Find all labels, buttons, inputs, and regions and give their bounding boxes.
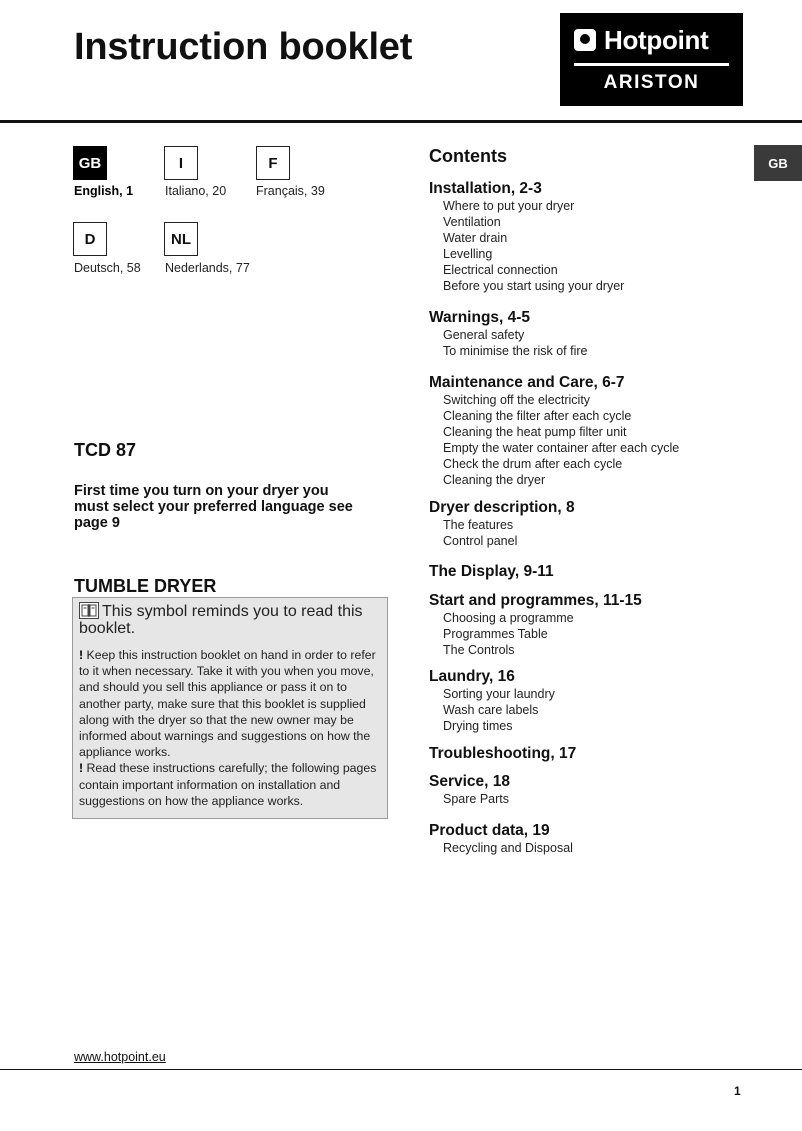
- notice-paragraph-read-text: Read these instructions carefully; the following pages contain important information on installation and suggestions on how the appliance works.: [79, 761, 377, 808]
- hotpoint-ariston-logo: [560, 13, 743, 106]
- notice-heading-text: This symbol reminds you to read this booklet.: [79, 603, 363, 637]
- toc-item[interactable]: Spare Parts: [443, 792, 510, 806]
- language-side-tab: GB: [754, 145, 802, 181]
- toc-section-maintenance: [429, 374, 679, 489]
- language-box-gb[interactable]: GB: [73, 146, 107, 180]
- language-label-nederlands[interactable]: Nederlands, 77: [165, 261, 250, 275]
- toc-heading[interactable]: Product data, 19: [429, 822, 550, 839]
- footer-rule: [0, 1069, 802, 1070]
- website-link[interactable]: www.hotpoint.eu: [74, 1050, 166, 1064]
- language-label-italiano[interactable]: Italiano, 20: [165, 184, 227, 198]
- toc-heading[interactable]: Warnings, 4-5: [429, 309, 531, 326]
- toc-item[interactable]: Choosing a programme: [443, 611, 574, 625]
- page-number: 1: [734, 1084, 741, 1098]
- toc-section-display: [429, 563, 554, 581]
- notice-paragraph-keep-text: Keep this instruction booklet on hand in order to refer to it when necessary. Take it with you when you move, and should you sell this appliance or pass it on to another party, make sure that this booklet is supplied along with the dryer so that the new owner may be informed about warnings and suggestions on how the appliance works.: [79, 648, 376, 760]
- toc-heading[interactable]: Service, 18: [429, 773, 511, 790]
- logo-sub-brand: ARISTON: [603, 72, 700, 93]
- language-box-i[interactable]: I: [164, 146, 198, 180]
- toc-heading[interactable]: The Display, 9-11: [429, 563, 554, 580]
- toc-section-service: [429, 773, 510, 807]
- toc-heading[interactable]: Laundry, 16: [429, 668, 515, 685]
- toc-item[interactable]: Control panel: [443, 534, 518, 549]
- model-number: TCD 87: [74, 440, 137, 460]
- notice-paragraph-read: [79, 760, 381, 809]
- page-title: Instruction booklet: [74, 26, 413, 68]
- notice-heading: [79, 602, 381, 637]
- toc-heading[interactable]: Installation, 2-3: [429, 180, 542, 197]
- toc-item[interactable]: Check the drum after each cycle: [443, 457, 623, 472]
- language-label-francais[interactable]: Français, 39: [256, 184, 325, 198]
- read-booklet-notice: [72, 597, 388, 819]
- book-icon: [79, 602, 99, 619]
- language-box-d[interactable]: D: [73, 222, 107, 256]
- toc-section-dryer-description: [429, 499, 575, 549]
- toc-item[interactable]: Programmes Table: [443, 627, 548, 642]
- toc-item[interactable]: Sorting your laundry: [443, 687, 555, 701]
- toc-heading[interactable]: Maintenance and Care, 6-7: [429, 374, 625, 391]
- toc-item[interactable]: Before you start using your dryer: [443, 279, 625, 294]
- toc-section-troubleshooting: [429, 745, 576, 763]
- toc-item[interactable]: Where to put your dryer: [443, 199, 575, 213]
- toc-item[interactable]: The Controls: [443, 643, 515, 658]
- logo-divider: [574, 63, 729, 66]
- toc-section-laundry: [429, 668, 555, 734]
- toc-item[interactable]: Recycling and Disposal: [443, 841, 573, 855]
- toc-item[interactable]: To minimise the risk of fire: [443, 344, 588, 359]
- toc-item[interactable]: Wash care labels: [443, 703, 539, 718]
- toc-item[interactable]: Electrical connection: [443, 263, 558, 278]
- contents-title: Contents: [429, 146, 507, 166]
- language-label-deutsch[interactable]: Deutsch, 58: [74, 261, 141, 275]
- toc-item[interactable]: Cleaning the filter after each cycle: [443, 409, 632, 424]
- first-time-note: First time you turn on your dryer you must select your preferred language see page 9: [74, 483, 353, 531]
- language-label-english[interactable]: English, 1: [74, 184, 134, 198]
- toc-section-installation: [429, 180, 624, 295]
- toc-item[interactable]: Ventilation: [443, 215, 501, 230]
- toc-item[interactable]: Cleaning the heat pump filter unit: [443, 425, 627, 440]
- toc-section-start-programmes: [429, 592, 642, 658]
- toc-item[interactable]: General safety: [443, 328, 525, 342]
- toc-item[interactable]: Water drain: [443, 231, 508, 246]
- toc-item[interactable]: Levelling: [443, 247, 493, 262]
- toc-item[interactable]: Switching off the electricity: [443, 393, 591, 407]
- language-box-f[interactable]: F: [256, 146, 290, 180]
- toc-item[interactable]: The features: [443, 518, 514, 532]
- toc-heading[interactable]: Troubleshooting, 17: [429, 745, 577, 762]
- toc-section-warnings: [429, 309, 587, 359]
- warning-mark: !: [79, 761, 84, 776]
- toc-item[interactable]: Drying times: [443, 719, 513, 734]
- logo-brand: Hotpoint: [604, 25, 709, 55]
- toc-item[interactable]: Cleaning the dryer: [443, 473, 546, 488]
- toc-heading[interactable]: Dryer description, 8: [429, 499, 575, 516]
- toc-item[interactable]: Empty the water container after each cycle: [443, 441, 680, 456]
- header-rule: [0, 120, 802, 123]
- hotpoint-logo-mark-icon: [574, 29, 596, 51]
- toc-heading[interactable]: Start and programmes, 11-15: [429, 592, 642, 609]
- notice-paragraph-keep: [79, 647, 381, 760]
- toc-section-product-data: [429, 822, 573, 856]
- product-type: TUMBLE DRYER: [74, 576, 217, 596]
- language-box-nl[interactable]: NL: [164, 222, 198, 256]
- warning-mark: !: [79, 648, 84, 662]
